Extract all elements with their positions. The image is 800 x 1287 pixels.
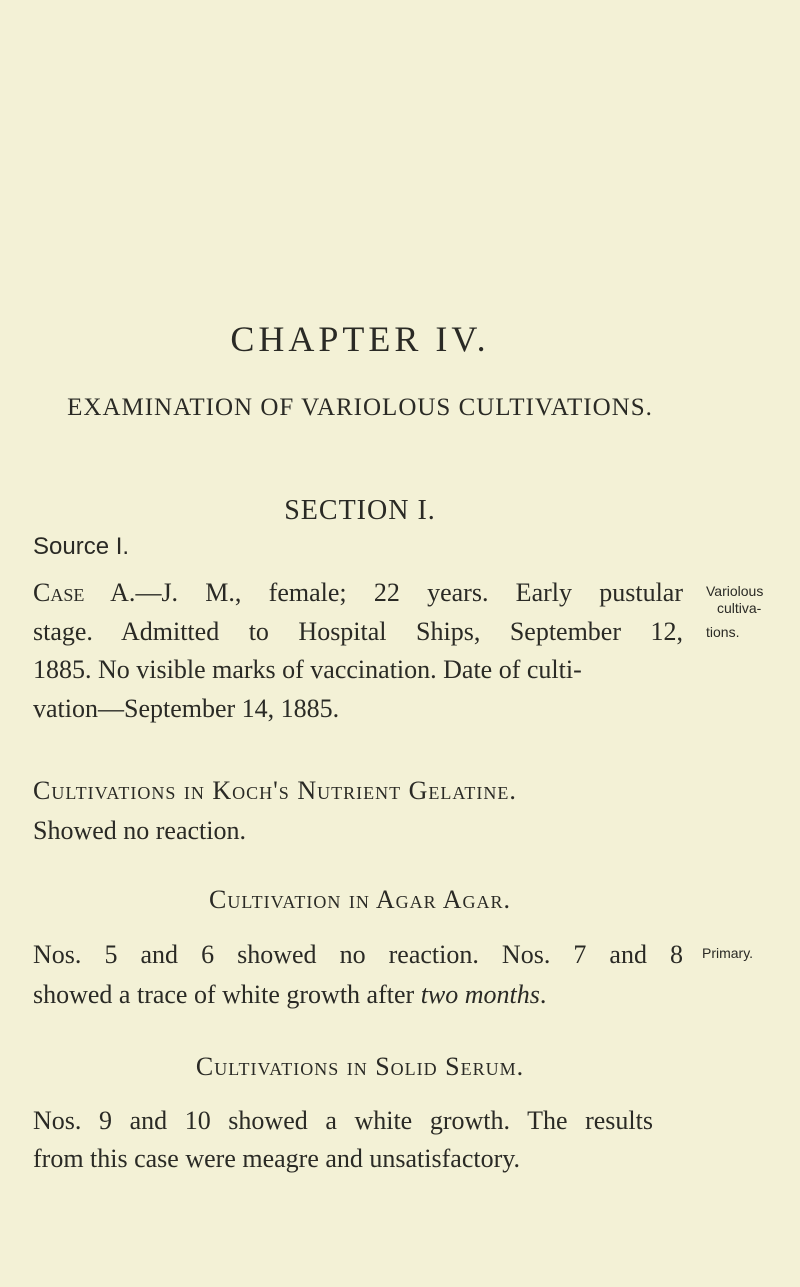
case-line-4: vation—September 14, 1885. (33, 694, 340, 723)
margin-note-primary: Primary. (702, 945, 754, 961)
chapter-title: CHAPTER IV. (230, 319, 490, 359)
case-line-1-text: —J. M., female; 22 years. Early pustular (135, 578, 683, 607)
agar-agar-line-1: Nos. 5 and 6 showed no reaction. Nos. 7 and 8 (33, 940, 683, 969)
case-line-1 (33, 578, 683, 608)
agar-agar-line-2-end: . (539, 980, 547, 1009)
agar-agar-heading: Cultivation in Agar Agar. (208, 885, 512, 914)
margin-note-tions: tions. (706, 624, 740, 640)
chapter-subtitle: EXAMINATION OF VARIOLOUS CULTIVATIONS. (67, 394, 653, 421)
solid-serum-line-1: Nos. 9 and 10 showed a white growth. The results (33, 1106, 653, 1135)
koch-gelatine-heading: Cultivations in Koch's Nutrient Gelatine. (33, 776, 517, 805)
case-label: Case A. (33, 578, 136, 607)
margin-note-cultiva: cultiva- (717, 600, 762, 616)
case-line-2: stage. Admitted to Hospital Ships, September 12, (33, 617, 683, 646)
agar-agar-line-2-text: showed a trace of white growth after (33, 980, 421, 1009)
agar-agar-line-2 (33, 980, 546, 1010)
section-title: SECTION I. (284, 495, 436, 526)
margin-note-variolous: Variolous (706, 583, 764, 599)
solid-serum-heading: Cultivations in Solid Serum. (195, 1052, 525, 1081)
solid-serum-line-2: from this case were meagre and unsatisfactory. (33, 1144, 521, 1173)
source-label: Source I. (33, 533, 130, 560)
case-line-3: 1885. No visible marks of vaccination. Date of culti- (33, 655, 582, 684)
agar-agar-line-2-italic: two months (420, 980, 540, 1009)
koch-gelatine-text: Showed no reaction. (33, 816, 247, 845)
